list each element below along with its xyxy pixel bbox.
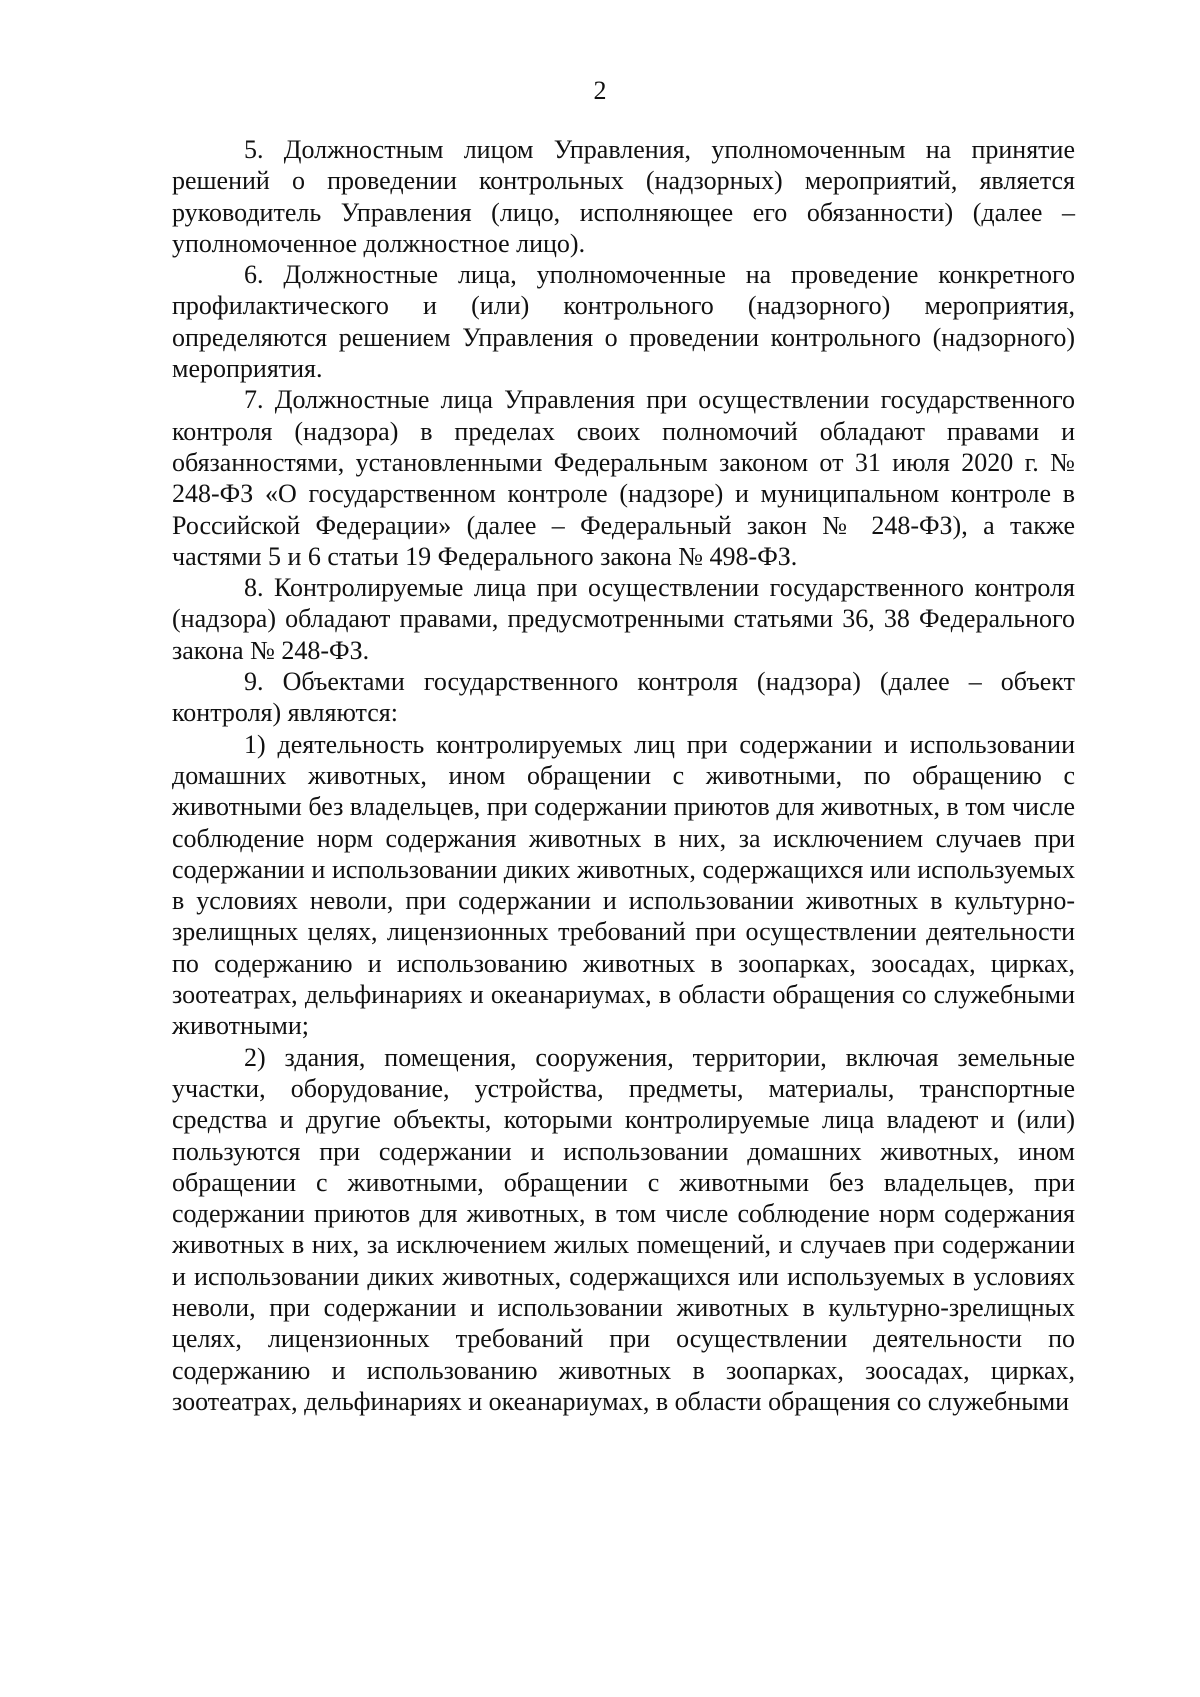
paragraph-5: 5. Должностным лицом Управления, уполномоченным на принятие решений о проведении контрольных (надзорных) мероприятий, является руководитель Управления (лицо, исполняющее его обязанности) (далее – уполномоченное должностное лицо). [172,135,1075,258]
paragraph-9: 9. Объектами государственного контроля (надзора) (далее – объект контроля) являются: [172,667,1075,728]
paragraph-8: 8. Контролируемые лица при осуществлении государственного контроля (надзора) обладают правами, предусмотренными статьями 36, 38 Федерального закона № 248-ФЗ. [172,573,1075,665]
list-item-1: 1) деятельность контролируемых лиц при содержании и использовании домашних животных, ином обращении с животными, по обращению с животными без владельцев, при содержании приютов для животных, в том числе соблюдение норм содержания животных в них, за исключением случаев при содержании и использовании диких животных, содержащихся или используемых в условиях неволи, при содержании и использовании животных в культурно-зрелищных целях, лицензионных требований при осуществлении деятельности по содержанию и использованию животных в зоопарках, зоосадах, цирках, зоотеатрах, дельфинариях и океанариумах, в области обращения со служебными животными; [172,729,1075,1041]
paragraph-6: 6. Должностные лица, уполномоченные на проведение конкретного профилактического и (или) контрольного (надзорного) мероприятия, определяются решением Управления о проведении контрольного (надзорного) мероприятия. [172,260,1075,384]
document-body [172,134,1075,1417]
paragraph-7: 7. Должностные лица Управления при осуществлении государственного контроля (надзора) в пределах своих полномочий обладают правами и обязанностями, установленными Федеральным законом от 31 июля 2020 г. № 248-ФЗ «О государственном контроле (надзоре) и муниципальном контроле в Российской Федерации» (далее – Федеральный закон № 248-ФЗ), а также частями 5 и 6 статьи 19 Федерального закона № 498-ФЗ. [172,385,1075,571]
page-number: 2 [593,76,607,105]
list-item-2: 2) здания, помещения, сооружения, территории, включая земельные участки, оборудование, устройства, предметы, материалы, транспортные средства и другие объекты, которыми контролируемые лица владеют и (или) пользуются при содержании и использовании домашних животных, ином обращении с животными, обращении с животными без владельцев, при содержании приютов для животных, в том числе соблюдение норм содержания животных в них, за исключением жилых помещений, и случаев при содержании и использовании диких животных, содержащихся или используемых в условиях неволи, при содержании и использовании животных в культурно-зрелищных целях, лицензионных требований при осуществлении деятельности по содержанию и использованию животных в зоопарках, зоосадах, цирках, зоотеатрах, дельфинариях и океанариумах, в области обращения со служебными [172,1042,1075,1416]
